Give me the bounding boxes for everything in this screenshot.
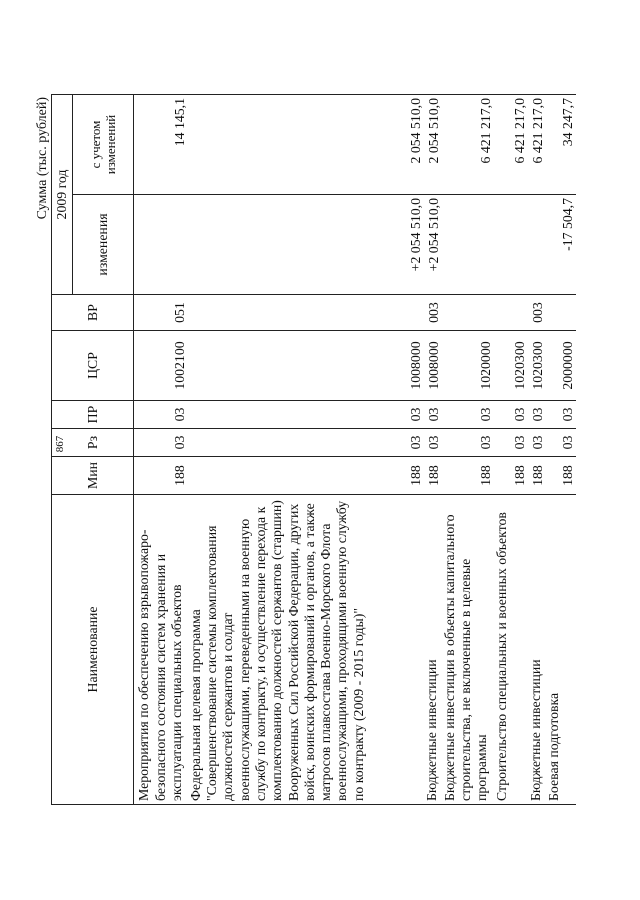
cell-name: Боевая подготовка	[546, 495, 576, 805]
cell-rz: 03	[134, 429, 188, 457]
cell-min: 188	[134, 457, 188, 495]
cell-rz: 03	[188, 429, 424, 457]
cell-min: 188	[442, 457, 494, 495]
cell-with-changes: 6 421 217,0	[442, 94, 494, 194]
cell-vr	[188, 295, 424, 331]
header-min: Мин	[52, 457, 134, 495]
cell-rz: 03	[528, 429, 546, 457]
cell-name: Мероприятия по обеспечению взрывопожаро-безопасного состояния систем хранения и эксплуатации специальных объектов	[134, 495, 188, 805]
header-year: 2009 год	[52, 94, 73, 294]
table-row	[424, 94, 442, 804]
header-vr: ВР	[52, 295, 134, 331]
rotated-document	[35, 95, 605, 805]
header-changes: изменения	[73, 195, 134, 295]
cell-min: 188	[494, 457, 528, 495]
cell-with-changes: 34 247,7	[546, 94, 576, 194]
cell-changes: +2 054 510,0	[188, 195, 424, 295]
cell-csr: 1020300	[528, 331, 546, 401]
cell-changes	[134, 195, 188, 295]
cell-with-changes: 2 054 510,0	[188, 94, 424, 194]
cell-changes	[528, 195, 546, 295]
cell-pr: 03	[528, 401, 546, 429]
table-row	[546, 94, 576, 804]
header-row-1	[52, 94, 73, 804]
table-row	[494, 94, 528, 804]
cell-min: 188	[528, 457, 546, 495]
cell-with-changes: 6 421 217,0	[528, 94, 546, 194]
cell-name: Строительство специальных и военных объектов	[494, 495, 528, 805]
cell-with-changes: 14 145,1	[134, 94, 188, 194]
cell-vr	[494, 295, 528, 331]
page-number: 867	[54, 435, 66, 453]
header-name: Наименование	[52, 495, 134, 805]
cell-vr	[546, 295, 576, 331]
cell-pr: 03	[494, 401, 528, 429]
cell-csr: 1008000	[188, 331, 424, 401]
header-pr: ПР	[52, 401, 134, 429]
units-caption: Сумма (тыс. рублей)	[35, 97, 50, 220]
table-row	[188, 94, 424, 804]
cell-rz: 03	[442, 429, 494, 457]
budget-table	[51, 94, 576, 805]
cell-rz: 03	[424, 429, 442, 457]
cell-vr	[442, 295, 494, 331]
cell-pr: 03	[188, 401, 424, 429]
cell-changes	[494, 195, 528, 295]
cell-name: Федеральная целевая программа "Совершенствование системы комплектования должностей сержантов и солдат военнослужащими, переведенными на военную службу по контракту, и осуществление перехода к комплектованию должностей сержантов (старшин) Вооруженных Сил Российской Федерации, других войск, воинских формирований и органов, а также матросов плавсостава Военно-Морского Флота военнослужащими, проходящими военную службу по контракту (2009 - 2015 годы)"	[188, 495, 424, 805]
header-with-changes: с учетом изменений	[73, 94, 134, 194]
cell-min: 188	[546, 457, 576, 495]
cell-pr: 03	[134, 401, 188, 429]
cell-csr: 1008000	[424, 331, 442, 401]
cell-changes: +2 054 510,0	[424, 195, 442, 295]
cell-changes: -17 504,7	[546, 195, 576, 295]
cell-with-changes: 2 054 510,0	[424, 94, 442, 194]
table-row	[134, 94, 188, 804]
cell-pr: 03	[546, 401, 576, 429]
header-csr: ЦСР	[52, 331, 134, 401]
cell-csr: 1020300	[494, 331, 528, 401]
cell-vr: 051	[134, 295, 188, 331]
cell-with-changes: 6 421 217,0	[494, 94, 528, 194]
cell-csr: 1020000	[442, 331, 494, 401]
table-row	[442, 94, 494, 804]
cell-pr: 03	[442, 401, 494, 429]
cell-vr: 003	[424, 295, 442, 331]
cell-pr: 03	[424, 401, 442, 429]
cell-name: Бюджетные инвестиции	[424, 495, 442, 805]
header-rz: Рз	[52, 429, 134, 457]
table-row	[528, 94, 546, 804]
cell-rz: 03	[494, 429, 528, 457]
cell-csr: 1002100	[134, 331, 188, 401]
cell-vr: 003	[528, 295, 546, 331]
cell-name: Бюджетные инвестиции в объекты капитального строительства, не включенные в целевые программы	[442, 495, 494, 805]
cell-name: Бюджетные инвестиции	[528, 495, 546, 805]
cell-min: 188	[424, 457, 442, 495]
cell-csr: 2000000	[546, 331, 576, 401]
cell-min: 188	[188, 457, 424, 495]
cell-rz: 03	[546, 429, 576, 457]
cell-changes	[442, 195, 494, 295]
